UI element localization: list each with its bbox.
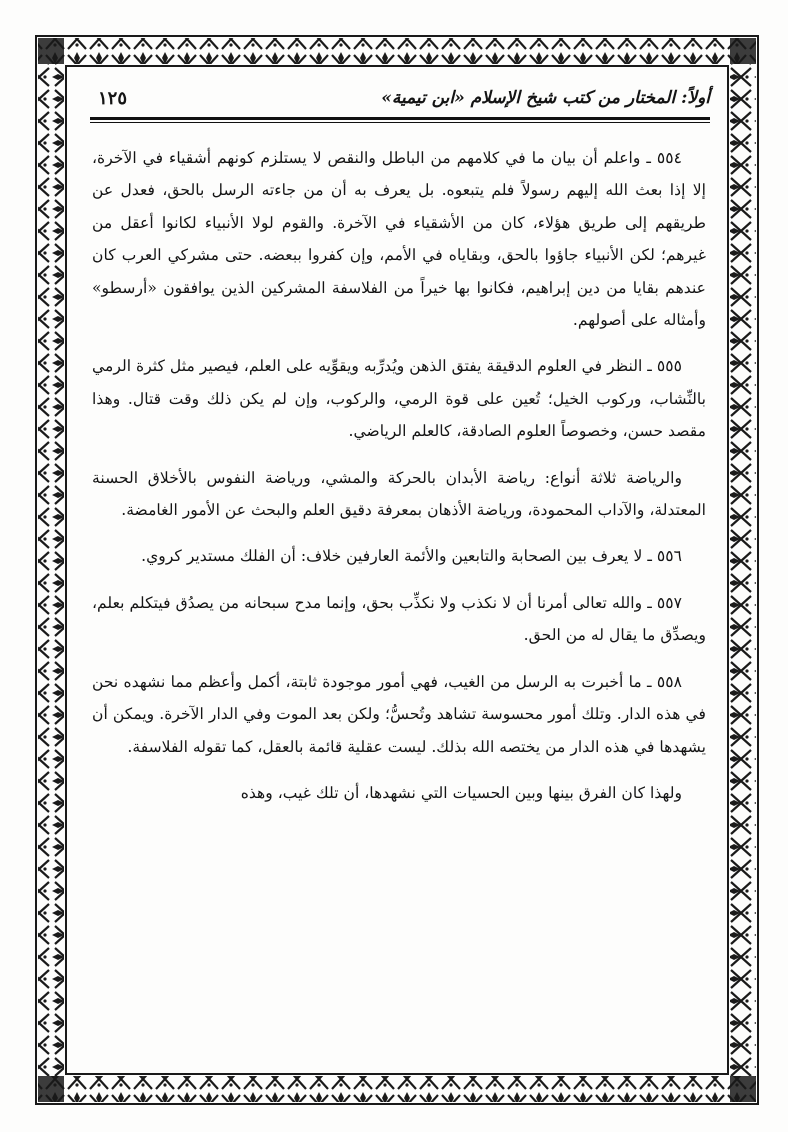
body-text [92,142,706,1022]
paragraph-556: ٥٥٦ ـ لا يعرف بين الصحابة والتابعين والأئمة العارفين خلاف: أن الفلك مستدير كروي. [141,547,682,566]
paragraph-555: ٥٥٥ ـ النظر في العلوم الدقيقة يفتق الذهن ويُدرِّبه ويقوِّيه على العلم، فيصير مثل كثرة الرمي بالنِّشاب، وركوب الخيل؛ تُعين على قوة الرمي، والركوب، وإن لم يكن ذلك وقت قتال. وهذا مقصد حسن، وخصوصاً العلوم الصادقة، كالعلم الرياضي. [92,357,706,441]
page-number: ١٢٥ [98,88,128,109]
paragraph-558: ٥٥٨ ـ ما أخبرت به الرسل من الغيب، فهي أمور موجودة ثابتة، أكمل وأعظم مما نشهده نحن في هذه الدار. وتلك أمور محسوسة تشاهد وتُحسُّ؛ ولكن بعد الموت وفي الدار الآخرة. ويمكن أن يشهدها في هذه الدار من يختصه الله بذلك. ليست عقلية قائمة بالعقل، كما تقوله الفلاسفة. [92,672,706,756]
header-rule-thick [90,117,710,120]
paragraph-continued: ولهذا كان الفرق بينها وبين الحسيات التي نشهدها، أن تلك غيب، وهذه [240,783,682,802]
paragraph-riyada: والرياضة ثلاثة أنواع: رياضة الأبدان بالحركة والمشي، ورياضة النفوس بالأخلاق الحسنة المعتدلة، والآداب المحمودة، ورياضة الأذهان بمعرفة دقيق العلم والبحث عن الأمور الغامضة. [92,468,706,520]
page-header [90,86,710,116]
paragraph-554: ٥٥٤ ـ واعلم أن بيان ما في كلامهم من الباطل والنقص لا يستلزم كونهم أشقياء في الآخرة، إلا إذا بعث الله إليهم رسولاً فلم يتبعوه. بل يعرف به أن من جاءته الرسل بالحق، فعدل عن طريقهم إلى طريق هؤلاء، كان من الأشقياء في الآخرة. والقوم لولا الأنبياء لكانوا أعقل من غيرهم؛ لكن الأنبياء جاؤوا بالحق، وبقاياه في الأمم، وإن كفروا ببعضه. حتى مشركي العرب كان عندهم بقايا من دين إبراهيم، فكانوا بها خيراً من الفلاسفة المشركين الذين يوافقون «أرسطو» وأمثاله على أصولهم. [92,149,706,330]
paragraph-557: ٥٥٧ ـ والله تعالى أمرنا أن لا نكذب ولا نكذِّب بحق، وإنما مدح سبحانه من يصدُق فيتكلم بعلم، ويصدِّق ما يقال له من الحق. [92,593,706,645]
running-head: أولاً: المختار من كتب شيخ الإسلام «ابن تيمية» [381,88,710,108]
header-rule-thin [90,122,710,123]
